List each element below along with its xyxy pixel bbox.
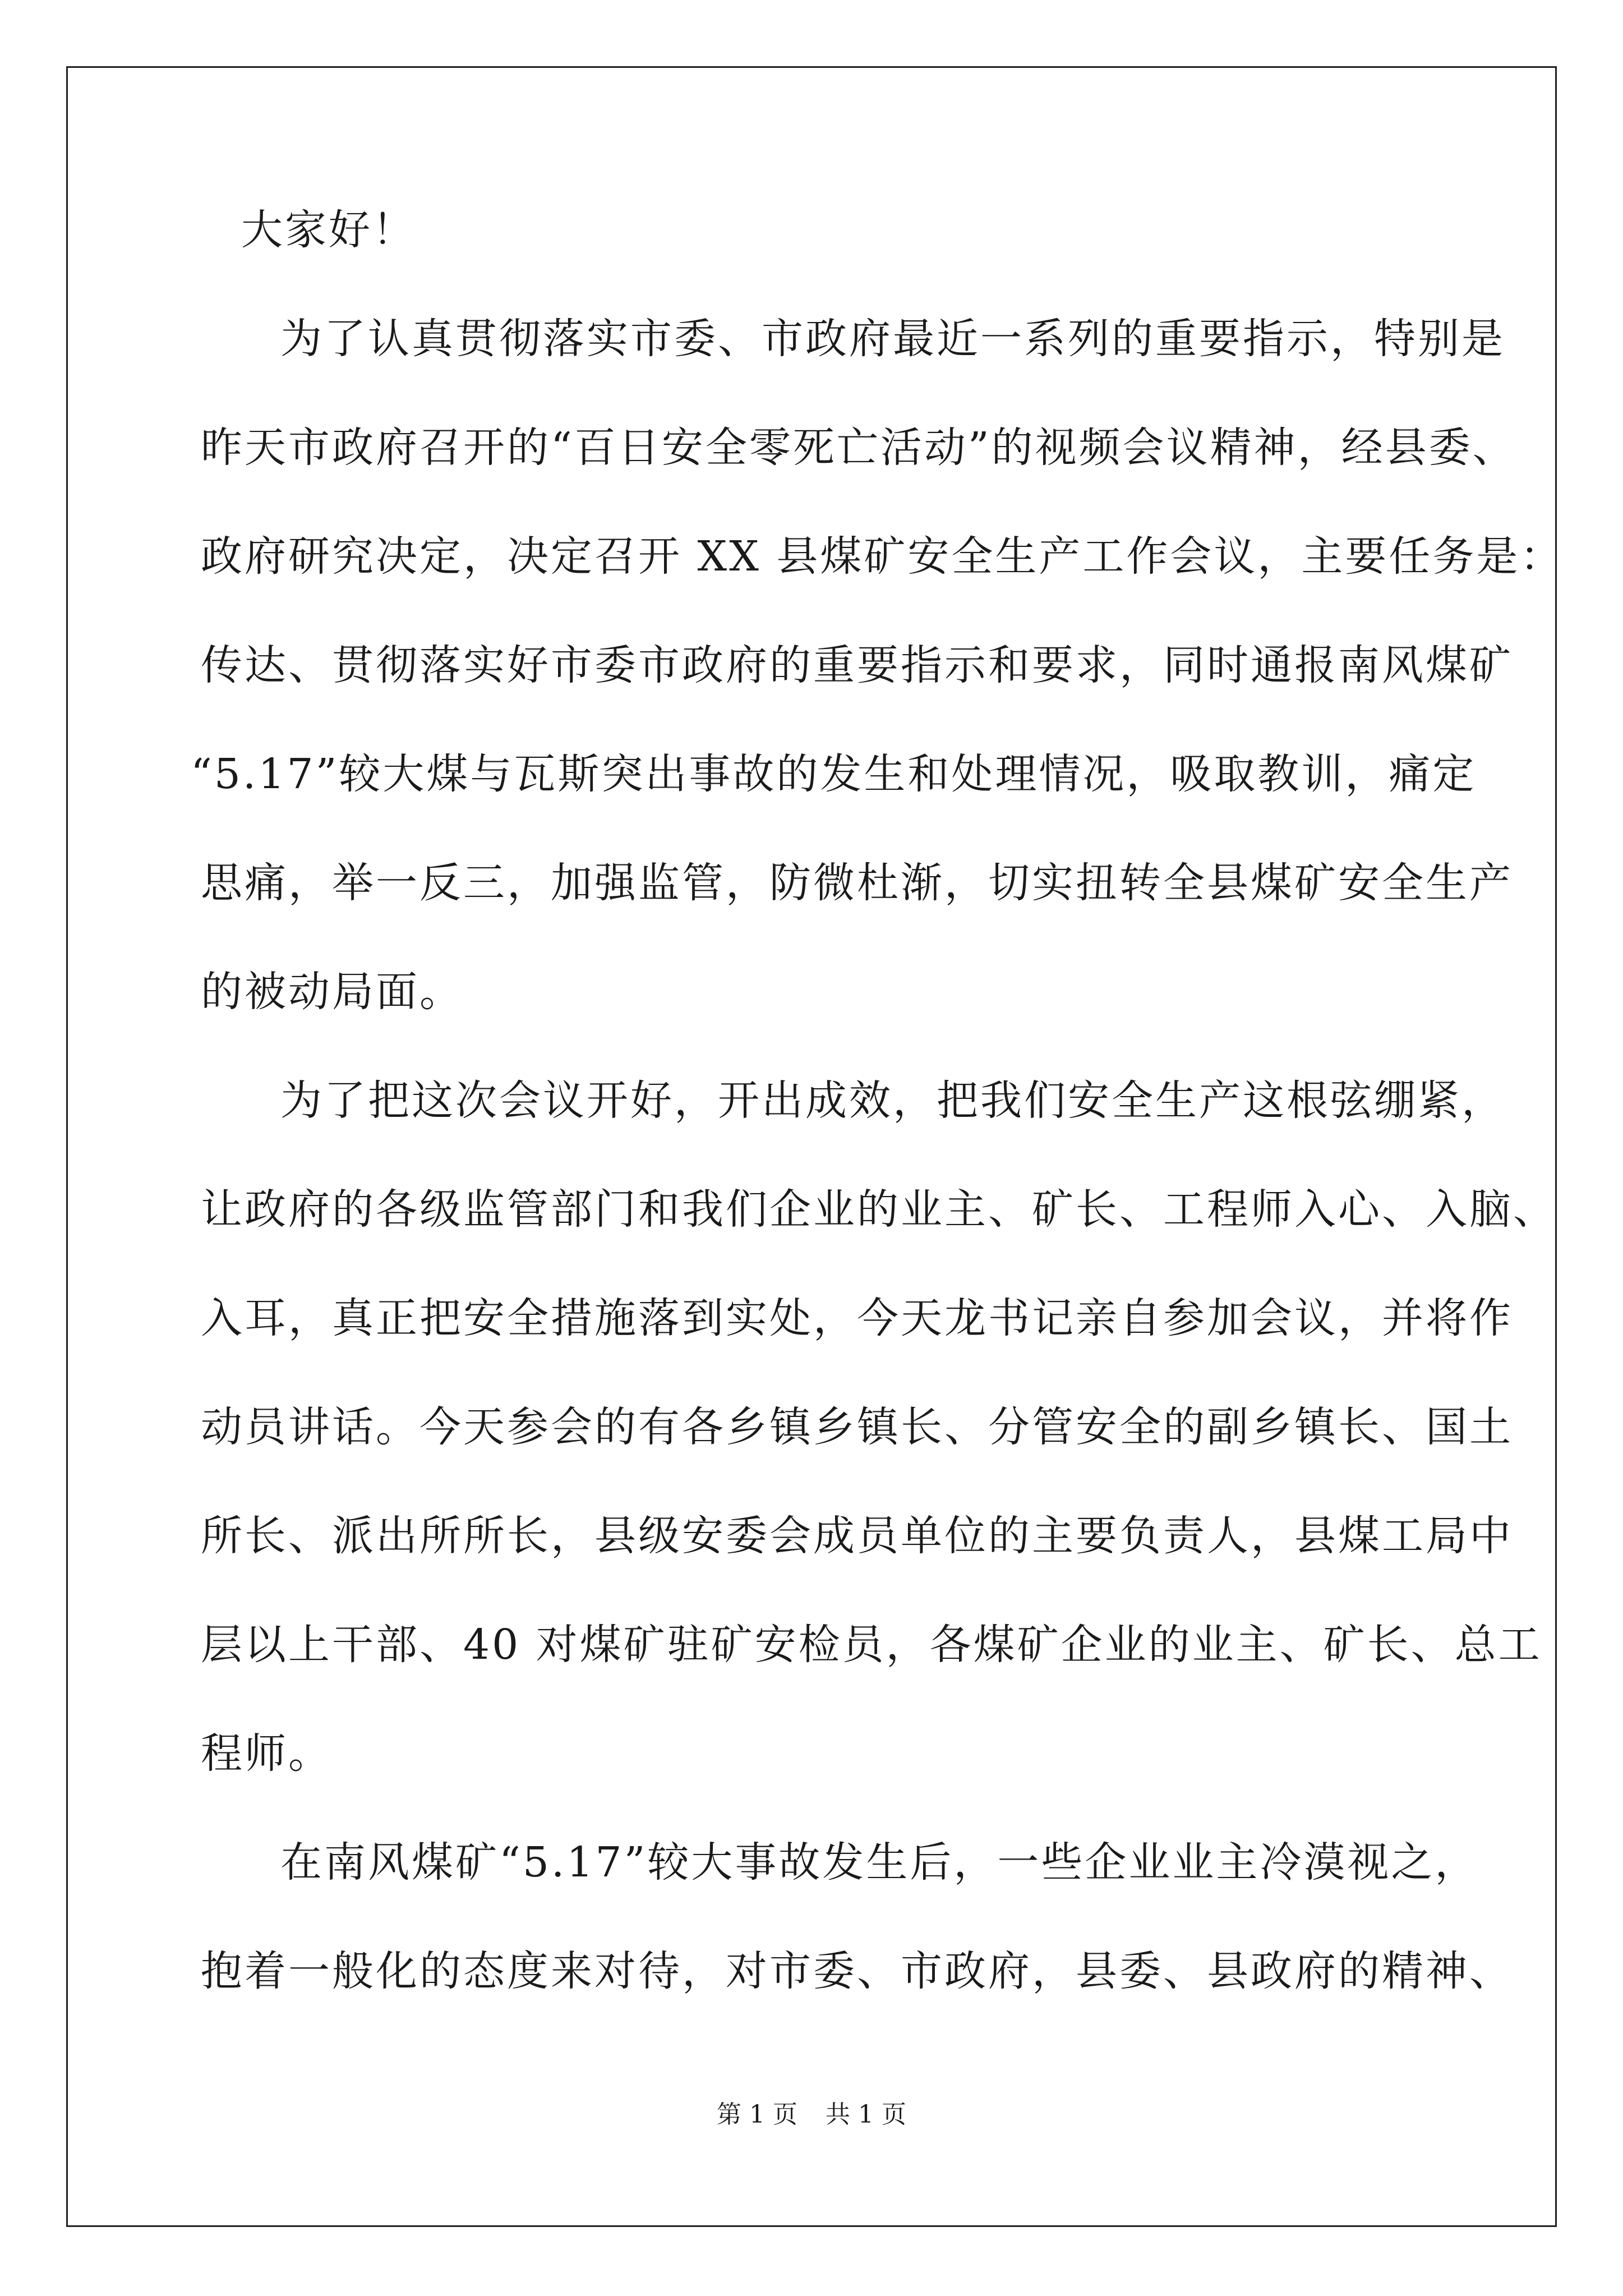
page-footer [0, 2098, 1623, 2132]
paragraph-2-line-4: 动员讲话。今天参会的有各乡镇乡镇长、分管安全的副乡镇长、国土 [201, 1403, 1513, 1451]
page-number: 第 1 页 [717, 2100, 797, 2129]
paragraph-1-line-4: 传达、贯彻落实好市委市政府的重要指示和要求，同时通报南风煤矿 [201, 641, 1513, 689]
page-total: 共 1 页 [826, 2100, 906, 2129]
page-border [66, 66, 1557, 2227]
paragraph-2-line-1: 为了把这次会议开好，开出成效，把我们安全生产这根弦绷紧， [280, 1076, 1505, 1125]
paragraph-2-line-3: 入耳，真正把安全措施落到实处，今天龙书记亲自参加会议，并将作 [201, 1294, 1513, 1342]
paragraph-1-line-2: 昨天市政府召开的“百日安全零死亡活动”的视频会议精神，经县委、 [201, 424, 1516, 472]
paragraph-2-line-7: 程师。 [201, 1729, 332, 1778]
paragraph-1-line-6: 思痛，举一反三，加强监管，防微杜渐，切实扭转全县煤矿安全生产 [201, 859, 1513, 907]
paragraph-2-line-2: 让政府的各级监管部门和我们企业的业主、矿长、工程师入心、入脑、 [201, 1185, 1557, 1234]
paragraph-1-line-1: 为了认真贯彻落实市委、市政府最近一系列的重要指示，特别是 [280, 315, 1505, 363]
paragraph-1-line-7: 的被动局面。 [201, 968, 463, 1016]
paragraph-3-line-1: 在南风煤矿“5.17”较大事故发生后，一些企业业主冷漠视之， [280, 1838, 1479, 1887]
paragraph-3-line-2: 抱着一般化的态度来对待，对市委、市政府，县委、县政府的精神、 [201, 1947, 1513, 1995]
salutation-line: 大家好！ [241, 206, 416, 254]
paragraph-1-line-5: “5.17”较大煤与瓦斯突出事故的发生和处理情况，吸取教训，痛定 [191, 750, 1477, 798]
paragraph-1-line-3: 政府研究决定，决定召开 XX 县煤矿安全生产工作会议，主要任务是： [201, 532, 1564, 581]
paragraph-2-line-6: 层以上干部、40 对煤矿驻矿安检员，各煤矿企业的业主、矿长、总工 [201, 1621, 1542, 1669]
paragraph-2-line-5: 所长、派出所所长，县级安委会成员单位的主要负责人，县煤工局中 [201, 1512, 1513, 1560]
